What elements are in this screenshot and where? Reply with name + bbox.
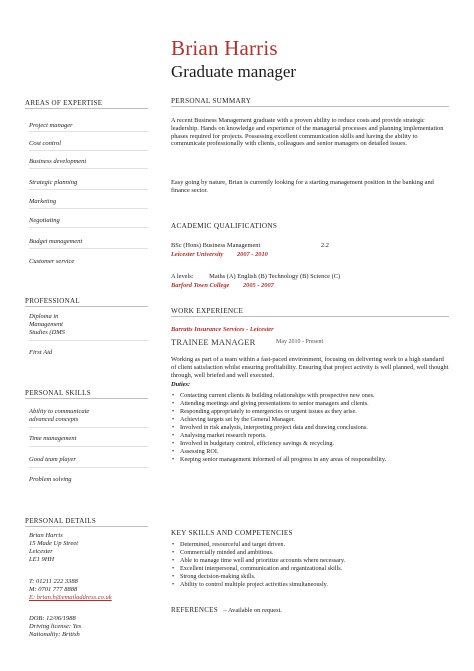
college-years: 2005 - 2007 [242, 282, 274, 289]
summary-heading: PERSONAL SUMMARY [171, 97, 252, 105]
detail-address: Leicester [29, 548, 53, 555]
duty-item: • Involved in risk analysis, interpreting project data and drawing conclusions. [171, 424, 451, 432]
college-line [171, 282, 449, 289]
duty-item: • Achieving targets set by the General Manager. [171, 416, 451, 424]
summary-paragraph: Easy going by nature, Brian is currently looking for a starting management position in the banking and finance sector. [171, 179, 434, 194]
expertise-rule [25, 108, 148, 109]
skill-item: • Ability to control multiple project activities simultaneously. [171, 581, 451, 589]
expertise-item: Strategic planning [29, 179, 78, 186]
alevels-grades: Maths (A) English (B) Technology (B) Science (C) [209, 273, 341, 280]
personal-details-rule [25, 526, 148, 527]
university-years: 2007 - 2010 [236, 251, 268, 258]
divider [29, 168, 148, 169]
personal-skill-item: Time management [29, 435, 77, 442]
summary-paragraph: A recent Business Management graduate with a proven ability to reduce costs and provide strategic leadership. Hands on knowledge and experience of the managerial processes and planning implementation phases required for projects. Possessing excellent communication skills and having the ability to communicate professionally with clients, colleagues and senior managers on detailed issues. [171, 117, 444, 148]
skill-item: • Determined, resourceful and target driven. [171, 541, 451, 549]
detail-postcode: LE1 9HH [29, 556, 55, 563]
duties-label: Duties: [171, 381, 191, 388]
skill-item: • Excellent interpersonal, communication and organizational skills. [171, 565, 451, 573]
divider [29, 150, 148, 151]
divider [29, 446, 148, 447]
role-dates: May 2010 - Present [276, 339, 324, 345]
expertise-item: Customer service [29, 258, 75, 265]
expertise-item: Project manager [29, 122, 73, 129]
experience-heading: WORK EXPERIENCE [171, 307, 244, 315]
personal-skill-item: Problem solving [29, 476, 72, 483]
professional-item: Diploma in [29, 313, 59, 320]
divider [29, 189, 148, 190]
job-title: Graduate manager [171, 62, 297, 81]
candidate-name: Brian Harris [171, 36, 278, 60]
references-label: REFERENCES [171, 606, 218, 614]
detail-dob: DOB: 12/06/1988 [29, 615, 76, 622]
college-name: Barford Town College [171, 282, 230, 289]
professional-heading: PROFESSIONAL [25, 297, 80, 305]
divider [29, 340, 148, 341]
duty-item: • Contacting current clients & building relationships with prospective new ones. [171, 392, 451, 400]
personal-details-heading: PERSONAL DETAILS [25, 517, 97, 525]
detail-name: Brian Harris [29, 532, 63, 539]
education-heading: ACADEMIC QUALIFICATIONS [171, 222, 278, 230]
detail-email-link[interactable]: E: brian.h@emailaddress.co.uk [29, 594, 112, 601]
duties-list [171, 392, 451, 464]
personal-skill-item: Ability to communicate [29, 408, 90, 415]
alevels-label: A levels: [171, 273, 194, 280]
alevels-line [171, 273, 449, 280]
detail-address: 15 Made Up Street [29, 540, 79, 547]
detail-mobile: M: 0701 777 8888 [29, 586, 78, 593]
role-title: TRAINEE MANAGER [171, 337, 256, 347]
expertise-heading: AREAS OF EXPERTISE [25, 99, 103, 107]
personal-skill-item: Good team player [29, 456, 76, 463]
duty-item: • Attending meetings and giving presentations to senior managers and clients. [171, 400, 451, 408]
detail-driving-license: Driving license: Yes [29, 623, 82, 630]
divider [29, 131, 148, 132]
divider [29, 248, 148, 249]
skill-item: • Strong decision-making skills. [171, 573, 451, 581]
employer-name: Barratts Insurance Services - Leicester [171, 326, 274, 333]
divider [29, 227, 148, 228]
skill-item: • Able to manage time well and prioritize accounts where necessary. [171, 557, 451, 565]
university-line [171, 251, 449, 258]
divider [29, 467, 148, 468]
expertise-item: Cost control [29, 140, 62, 147]
personal-skills-rule [25, 398, 148, 399]
university-name: Leicester University [171, 251, 224, 258]
references-text: – Available on request. [223, 607, 283, 614]
expertise-item: Marketing [29, 198, 57, 205]
role-description: Working as part of a team within a fast-paced environment, focusing on delivering work to a high standard of client satisfaction whilst ensuring profitability. Ensuring that project activity is well planned, well thought through, well briefed and well executed. [171, 356, 449, 379]
professional-item: First Aid [29, 349, 53, 356]
references-line [171, 606, 449, 614]
duty-item: • Responding appropriately to emergencies or urgent issues as they arise. [171, 408, 451, 416]
professional-item: Studies (DMS [29, 329, 65, 336]
expertise-item: Budget management [29, 238, 83, 245]
skills-heading: KEY SKILLS AND COMPETENCIES [171, 529, 293, 537]
duty-item: • Keeping senior management informed of all progress in any areas of responsibility. [171, 456, 451, 464]
skill-item: • Commercially minded and ambitious. [171, 549, 451, 557]
professional-rule [25, 306, 148, 307]
detail-nationality: Nationality: British [29, 631, 80, 638]
personal-skills-heading: PERSONAL SKILLS [25, 389, 91, 397]
divider [29, 208, 148, 209]
divider [29, 427, 148, 428]
degree-title: BSc (Hons) Business Management [171, 242, 261, 249]
duty-item: • Assessing ROI. [171, 448, 451, 456]
detail-telephone: T: 01211 222 3388 [29, 578, 78, 585]
experience-rule [171, 316, 449, 317]
expertise-item: Negotiating [29, 217, 60, 224]
personal-skill-item: advanced concepts [29, 416, 79, 423]
skills-list [171, 541, 451, 589]
summary-rule [171, 106, 449, 107]
duty-item: • Involved in budgetary control, efficiency savings & recycling. [171, 440, 451, 448]
degree-grade: 2.2 [321, 242, 329, 249]
professional-item: Management [29, 321, 63, 328]
duty-item: • Analysing market research reports. [171, 432, 451, 440]
expertise-item: Business development [29, 158, 87, 165]
